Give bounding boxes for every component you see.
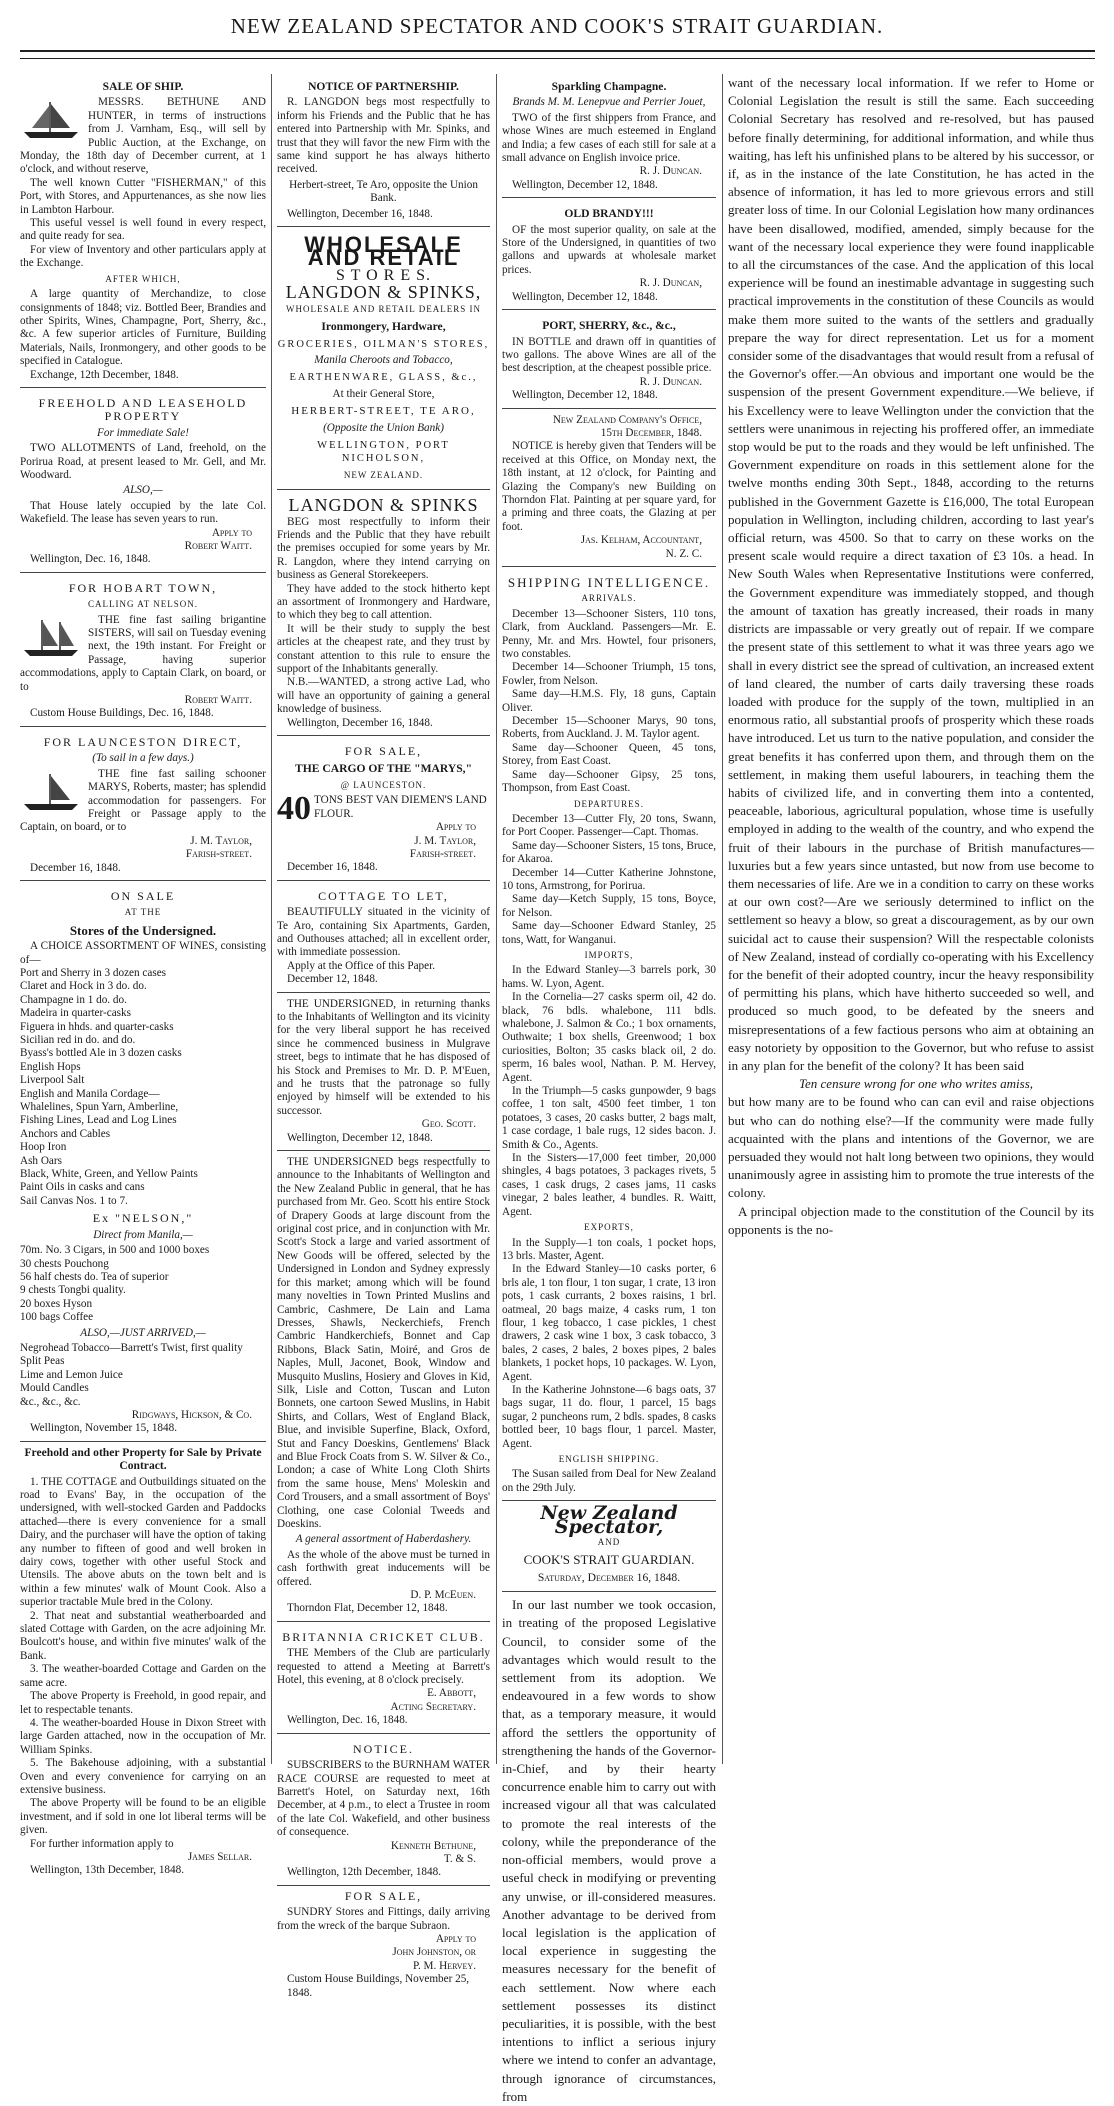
ad-cottage-to-let [277,884,490,993]
ad-mceuen [277,1154,490,1622]
list-item: Fishing Lines, Lead and Log Lines [20,1114,177,1127]
ad-freehold-private-contract [20,1446,266,1878]
list-item: Sail Canvas Nos. 1 to 7. [20,1194,128,1207]
ad-body: N.B.—WANTED, a strong active Lad, who will have an opportunity of gaining a general knowledge of business. [277,676,490,716]
ad-body: THE Members of the Club are particularly requested to attend a Meeting at Barrett's Hotel, this evening, at 8 o'clock precisely. [277,1647,490,1687]
list-item: Hoop Iron [20,1141,67,1154]
shipping-entry: In the Triumph—5 casks gunpowder, 9 bags coffee, 1 ton salt, 4500 feet timber, 1 ton potatoes, 3 cases, 20 casks butter, 2 bags malt, 1 case cordage, 1 bale rugs, 12 sides bacon. J. Smith & Co., Agents. [502,1085,716,1151]
ad-date: Wellington, 12th December, 1848. [287,1866,441,1879]
ad-line: Manila Cheroots and Tobacco, [314,353,453,366]
shipping-entry: Same day—Schooner Edward Stanley, 25 tons, Watt, for Wanganui. [502,920,716,946]
section-subheading: IMPORTS, [584,949,634,960]
ad-freehold-leasehold [20,391,266,573]
column-divider [496,74,497,1764]
list-item: English Hops [20,1060,81,1073]
ad-body: For view of Inventory and other particulars apply at the Exchange. [20,243,266,270]
ad-sale-of-ship [20,74,266,388]
list-item: 56 half chests do. Tea of superior [20,1270,169,1283]
ad-subheading: THE CARGO OF THE "MARYS," [294,762,473,776]
ad-signature: J. M. Taylor, [190,834,252,847]
ad-body: NOTICE is hereby given that Tenders will be received at this Office, on Monday next, the 18th instant, at 12 o'clock, for Painting and Glazing the Company's new Building on Thorndon Flat. Painting at per square yard, for a priming and three coats, the Glazing at per foot. [502,440,716,533]
ad-line: At their General Store, [332,387,435,400]
ad-body: They have added to the stock hitherto kept an assortment of Ironmongery and Hardware, to which they beg to call attention. [277,582,490,622]
shipping-entry: December 13—Cutter Fly, 20 tons, Swann, for Port Cooper. Passenger—Capt. Thomas. [502,812,716,839]
ad-langdon-spinks [277,493,490,736]
ad-date: Wellington, December 12, 1848. [287,1131,433,1144]
ad-date: Wellington, Dec. 16, 1848. [287,1714,408,1727]
ad-signature: J. M. Taylor, [414,834,476,847]
ad-heading: BRITANNIA CRICKET CLUB. [282,1629,485,1644]
ad-date: December 16, 1848. [30,861,121,874]
shipping-entry: Same day—Ketch Supply, 15 tons, Boyce, for Nelson. [502,893,716,919]
ad-signature: R. J. Duncan, [639,277,702,290]
ad-date: 15th December, 1848. [600,426,702,439]
shipping-entry: Same day—H.M.S. Fly, 18 guns, Captain Oliver. [502,688,716,714]
ad-body: THE UNDERSIGNED, in returning thanks to the Inhabitants of Wellington and its vicinity for the very liberal support he has received since he commenced business in Mulgrave street, begs to intimate that he has disposed of his Stock and Premises to Mr. D. P. M'Euen, and he trusts that the patronage so fully enjoyed by himself will be extended to his successor. [277,997,490,1117]
shipping-entry: Same day—Schooner Sisters, 15 tons, Bruce, for Akaroa. [502,839,716,866]
shipping-entry: In the Cornelia—27 casks sperm oil, 42 do. black, 76 bdls. whalebone, 111 bdls. whalebone, J. Salmon & Co.; 1 box ornaments, Outhwaite; 1 box shells, Greenwood; 1 box curiosities, Bolton; 35 casks black oil, 2 do. sperm, 16 bales wool, Nathan. P. M. Hervey, Agent. [502,991,716,1084]
ad-body: 3. The weather-boarded Cottage and Garden on the same acre. [20,1663,266,1689]
list-item: Anchors and Cables [20,1127,111,1140]
item-list [20,1244,266,1324]
ad-line: HERBERT-STREET, TE ARO, [291,405,476,418]
ad-body: 4. The weather-boarded House in Dixon Street with large Garden attached, now in the occupation of Mr. William Spinks. [20,1716,266,1756]
ad-body: The well known Cutter "FISHERMAN," of this Port, with Stores, and Appurtenances, as she now lies in Lambton Harbour. [20,176,266,216]
shipping-entry: In the Katherine Johnstone—6 bags oats, 37 bags sugar, 11 do. flour, 1 parcel, 15 bags sugar, 2 puncheons rum, 2 bdls. spades, 8 casks bottled beer, 10 bags flour, 1 parcel. Master, Agent. [502,1383,716,1450]
ad-signature: Farish-street. [409,847,476,860]
list-item: Paint Oils in casks and cans [20,1181,145,1194]
ad-line: WHOLESALE AND RETAIL DEALERS IN [286,303,481,314]
shipping-entry: In the Supply—1 ton coals, 1 pocket hops, 13 brls. Master, Agent. [502,1236,716,1262]
ad-signature: Geo. Scott. [421,1118,476,1131]
ad-body: A general assortment of Haberdashery. [295,1533,472,1546]
list-item: Port and Sherry in 3 dozen cases [20,966,167,979]
ad-heading: PORT, SHERRY, &c., &c., [542,319,676,333]
ad-body: TONS BEST VAN DIEMEN'S LAND FLOUR. [314,794,487,820]
ad-date: Thorndon Flat, December 12, 1848. [287,1602,448,1615]
ad-date: Exchange, 12th December, 1848. [30,368,179,381]
ad-date: Wellington, December 12, 1848. [512,290,658,303]
item-list [20,967,266,1208]
top-rule-thick [20,50,1095,52]
ad-date: Custom House Buildings, November 25, 1848. [287,1973,470,1999]
shipping-entry: In the Sisters—17,000 feet timber, 20,000 shingles, 4 bags potatoes, 3 packages rivets, 5 cases, 1 cask drugs, 2 cases jams, 11 casks vinegar, 2 bales leather, 4 bundles. R. Waitt, Agent. [502,1152,716,1218]
editorial-text: want of the necessary local information. If we refer to Home or Colonial Legislation the result is still the same. Each succeeding Colonial Secretary has resolved and re-resolved, but has paused before finally determining, for additional information, and while thus waiting, has left his unfinished plans to be altered by his successor, or if, as in the instance of the late Constitution, he has acted in the absence of information, it has led to more grievous errors and still greater loss of time. In our Colonial Legislation how many ordinances have been disallowed, modified, amended, simply because for the want of the necessary local experience they were found inapplicable to all the circumstances of the case. And the application of this local experience will be found an inestimable advantage in suggesting such practical improvements in the constitution of these Councils as would make them more suited to the wants of the settlers and gradually prepare the way for direct representation. Let us for a moment consider some of the disadvantages that would result from a refusal of the Governor's offer.—An obvious and important one would be the suspension of the present Government expenditure.—We believe, if his Excellency were to leave Wellington under the conviction that the settlers were unanimous in rejecting his proffered offer, an immediate stop would be put to the roads and they would be left unfinished. The Government expenditure on roads in this settlement alone for the twelve months ending 30th Sept., 1848, according to the returns published in the Government Gazette is £16,000, The total European population in Wellington, including children, according to last year's official return, was 4500. So that to carry on these works on the present scale would require a direct taxation of £3 10s. a head. In New South Wales when Representative Institutions were conferred, the Government expenditure was immediately stopped, and though the amount of taxation has greatly increased, their roads in many districts are impassable or very greatly out of repair. If we compare the present state of this settlement to what it was three years ago we shall in every district see the spread of cultivation, an increased extent of land cleared, the number of carts daily traversing these roads loaded with produce for the supply of the town, multiplied in an enormous ratio, all substantial proofs of prosperity which these roads have introduced. Let us turn to the native population, and consider the great benefits it has conferred upon them, and through them on the settlement, in making them useful labourers, in teaching them the habits of civilized life, and in converting them into a contented, peaceable, laborious, agricultural population, whose time is usefully employed in adding to the wealth of the country, and who expend the fruit of their labours in the purchase of British manufactures—luxuries but a few years since untasted, but now from use become to them necessaries of life. Are we in a condition to carry on these works at our own cost?—Are we seriously determined to inflict on the settlement so heavy a blow, so great a discouragement, as by our own suicidal act to cause their suspension? Will the respectable colonists of New Zealand, instead of cordially co-operating with his Excellency for the benefit of their adopted country, incur the heavy responsibility of permitting his plans, which have hitherto succeeded so well, and produced so much good, to be defeated by the sneers and misrepresentations of a few factious persons who aim at obtaining an easy notoriety by opposition to the Governor, but who refuse to assist in any plan for the benefit of the colony? It has been said [728,75,1094,1073]
list-item: Claret and Hock in 3 do. do. [20,980,147,993]
list-item: Ash Oars [20,1154,62,1167]
ad-signature: E. Abbott, [427,1687,476,1700]
ad-signature: R. J. Duncan. [639,165,702,178]
ad-launceston [20,730,266,881]
ad-subheading: For immediate Sale! [97,426,189,439]
ad-signature: D. P. McEuen. [410,1589,476,1602]
ad-date: Wellington, December 12, 1848. [512,178,658,191]
column-3 [502,74,716,2104]
masthead: NEW ZEALAND SPECTATOR AND COOK'S STRAIT GUARDIAN. [230,14,884,38]
list-item: 9 chests Tongbi quality. [20,1284,126,1297]
ad-champagne [502,74,716,198]
column-2 [277,74,490,1999]
item-list [20,1342,266,1409]
shipping-entry: Same day—Schooner Gipsy, 25 tons, Thompson, from East Coast. [502,768,716,795]
ad-signature: P. M. Hervey. [412,1959,476,1972]
paper-date: Saturday, December 16, 1848. [537,1570,681,1584]
ship-icon [20,770,82,814]
ad-line: GROCERIES, OILMAN'S STORES, [277,338,490,350]
ad-apply: Apply to [211,526,252,539]
editorial-part-1 [502,1596,716,2106]
shipping-intelligence [502,570,716,1501]
paper-and: AND [597,1537,621,1548]
list-item: Whalelines, Spun Yarn, Amberline, [20,1101,179,1114]
ad-signature: Robert Waitt. [184,694,252,707]
section-subheading: EXPORTS, [584,1222,634,1233]
ad-on-sale [20,884,266,1442]
paper-subtitle: COOK'S STRAIT GUARDIAN. [523,1552,695,1568]
ad-date: December 16, 1848. [287,861,378,874]
ad-nz-company [502,412,716,567]
shipping-entry: In the Edward Stanley—3 barrels pork, 30 hams. W. Lyon, Agent. [502,964,716,990]
ad-old-brandy [502,201,716,310]
list-item: Byass's bottled Ale in 3 dozen casks [20,1047,182,1060]
list-item: Lime and Lemon Juice [20,1368,123,1381]
ad-heading: SALE OF SHIP. [102,80,184,93]
ad-body: 1. THE COTTAGE and Outbuildings situated on the road to Evans' Bay, in the occupation of the undersigned, with well-stocked Garden and Paddocks attached—there is every convenience for a small Dairy, and the purchaser will have the option of taking any number to fifteen of good and well broken in dairy cows, together with other useful Stock and Utensils. The above abuts on the town belt and is within a few minutes' walk of Mount Cook. Also a superior tractable Mule bred in the Colony. [20,1475,266,1609]
ad-body: R. LANGDON begs most respectfully to inform his Friends and the Public that he has entered into Partnership with Mr. Spinks, and trust that they will favor the new Firm with the same kind support he has always hitherto received. [277,96,490,176]
ad-subheading: ALSO,—JUST ARRIVED,— [80,1326,206,1339]
ad-date: Wellington, November 15, 1848. [30,1422,177,1435]
ad-body: For further information apply to [30,1837,174,1850]
ad-line: WELLINGTON, PORT NICHOLSON, [317,439,450,465]
ad-heading: FOR SALE, [344,1888,423,1903]
list-item: Sicilian red in do. and do. [20,1034,136,1046]
column-4 [728,74,1094,1764]
editorial-text: In our last number we took occasion, in treating of the proposed Legislative Council, to consider some of the advantages which would result to the settlement from its adoption. We endeavoured in a few words to show that, as a temporary measure, it would afford the settlers the opportunity of strengthening the hands of the Governor-in-Chief, and by their hearty concurrence enable him to carry out with increased vigour all that was calculated to promote the real interests of the colony, while the preponderance of the non-official members, would prove a useful check in modifying or preventing any unwise, or ill-considered measures. Another advantage to be derived from local legislation is the application of local experience in suggesting the measures necessary for the benefit of each settlement. Now where each settlement possesses its distinct peculiarities, it is possible, with the best intentions to inflict a serious injury where we intend to confer an advantage, through ignorance of circumstances, from [502,1597,716,2104]
imports-list [502,964,716,1219]
column-divider [722,74,723,1764]
ad-date: Wellington, December 16, 1848. [287,207,433,220]
ad-subheading: ALSO,— [123,484,163,497]
ad-partnership [277,74,490,227]
ad-signature: Robert Waitt. [184,540,252,552]
ship-icon [20,616,82,660]
ad-heading: NOTICE OF PARTNERSHIP. [308,80,459,93]
ad-hobart-town [20,576,266,727]
ad-signature: James Sellar. [187,1850,252,1863]
top-rule-thin [20,58,1095,59]
ad-body: A CHOICE ASSORTMENT OF WINES, consisting of— [20,940,266,966]
ad-body: THE fine fast sailing schooner MARYS, Roberts, master; has splendid accommodation for passengers. For Freight or Passage apply to the Captain, on board, or to [20,767,266,834]
shipping-entry: Same day—Schooner Queen, 45 tons, Storey, from East Coast. [502,741,716,768]
list-item: 70m. No. 3 Cigars, in 500 and 1000 boxes [20,1244,210,1257]
ad-body: A large quantity of Merchandize, to close consignments of 1848; viz. Bottled Beer, Brandies and other Spirits, Wines, Champagne, Port, Sherry, &c., &c. A few superior articles of Furniture, Building Materials, Nails, Ironmongery, and other goods to be specified in Catalogue. [20,288,266,368]
list-item: 30 chests Pouchong [20,1257,109,1270]
ad-body: SUNDRY Stores and Fittings, daily arriving from the wreck of the barque Subraon. [277,1906,490,1932]
arrivals-list [502,608,716,796]
shipping-entry: December 15—Schooner Marys, 90 tons, Roberts, from Auckland. J. M. Taylor agent. [502,715,716,741]
shipping-entry: December 13—Schooner Sisters, 110 tons, Clark, from Auckland. Passengers—Mr. E. Penny, Mr. and Mrs. Howtel, four prisoners, two constables. [502,607,716,661]
ad-apply: Apply to [435,1932,476,1945]
ad-body: 2. That neat and substantial weatherboarded and slated Cottage with Garden, on the acre adjoining Mr. Boulcott's house, and within five minutes' walk of the Bank. [20,1609,266,1662]
editorial-verse: Ten censure wrong for one who writes amiss, [798,1076,1033,1092]
ad-body: The above Property is Freehold, in good repair, and let to respectable tenants. [20,1690,266,1716]
list-item: English and Manila Cordage— [20,1087,160,1100]
ad-body: TWO ALLOTMENTS of Land, freehold, on the Porirua Road, at present leased to Mr. Gell, and Mr. Woodward. [20,442,266,481]
ad-subheading: Stores of the Undersigned. [69,922,217,938]
ad-body: This useful vessel is well found in every respect, and quite ready for sea. [20,217,266,243]
list-item: Negrohead Tobacco—Barrett's Twist, first quality [20,1341,243,1354]
ad-heading: FOR SALE, [344,744,423,759]
ad-body: BEAUTIFULLY situated in the vicinity of Te Aro, containing Six Apartments, Garden, and Outhouses attached; all in excellent order, with immediate possession. [277,906,490,959]
ad-body: The above Property will be found to be an eligible investment, and if sold in one lot liberal terms will be given. [20,1797,266,1837]
ad-body: MESSRS. BETHUNE AND HUNTER, in terms of instructions from J. Varnham, Esq., will sell by Public Auction, at the Exchange, on Monday, the 18th day of December current, at 1 o'clock, and without reserve, [20,96,266,176]
editorial-text: A principal objection made to the constitution of the Council by its opponents is the no- [728,1203,1094,1237]
ad-heading: COTTAGE TO LET, [318,888,449,903]
list-item: &c., &c., &c. [20,1395,81,1408]
paper-title: New Zealand Spectator, [540,1502,678,1538]
ad-wholesale-retail [277,230,490,490]
ad-body: OF the most superior quality, on sale at the Store of the Undersigned, in quantities of two gallons and upwards at wholesale market prices. [502,223,716,276]
ad-subheading: Brands M. M. Lenepvue and Perrier Jouet, [512,96,706,109]
ad-date: Wellington, 13th December, 1848. [30,1864,184,1877]
ad-subheading: S T O R E S. [336,266,431,284]
ad-body: THE UNDERSIGNED begs respectfully to announce to the Inhabitants of Wellington and the New Zealand Public in general, that he has purchased from Mr. Geo. Scott his entire Stock of Drapery Goods at large discount from the original cost price, and in conjunction with Mr. Scott's Stock a large and varied assortment of New Goods will be offered, selected by the Undersigned in London and Sydney expressly for this market; among which will be found many novelties in Town Printed Muslins and Cambric, Cashmere, De Lain and Lama Dresses, Shawls, Neckerchiefs, French Cambric Handkerchiefs, Bonnet and Cap Ribbons, Black Satin, Moiré, and Gros de Naples, Mull, Jaconet, Book, Window and Musquito Muslins, Hosiery and Gloves in Kid, Silk, Lisle and Cotton, Tuscan and Luton Bonnets, one cartoon Sewed Muslins, in Habit Shirts, and Collars, West of England Black, Blue, and invisible Superfine, Black, Oxford, Stut and Fancy Doeskins, Gentlemens' Black and Blue Frock Coats from S. W. Silver & Co., London; a case of White Long Cloth Shirts from the same house, Mens' Moleskin and Cord Trousers, and a small assortment of Boys' Clothing, one case Colonial Tweeds and Doeskins. [277,1156,490,1530]
ad-for-sale-wreck [277,1890,490,2000]
ad-body: 5. The Bakehouse adjoining, with a substantial Oven and every convenience for carrying on an extensive business. [20,1757,266,1796]
firm-name: LANGDON & SPINKS, [285,282,482,303]
list-item: 100 bags Coffee [20,1311,94,1324]
ad-subheading: CALLING AT NELSON. [87,599,199,610]
ad-cargo-marys [277,739,490,881]
ad-date: December 12, 1848. [287,973,378,986]
ad-body: It will be their study to supply the best articles at the cheapest rate, and they trust by constant attention to this rule to ensure the support of the Inhabitants generally. [277,622,490,676]
ad-subheading: Direct from Manila,— [93,1228,193,1241]
ad-heading: WHOLESALE AND RETAIL [304,232,463,271]
ad-subheading: AFTER WHICH, [105,273,181,284]
ad-date: Wellington, Dec. 16, 1848. [30,553,151,566]
editorial-text: but how many are to be found who can can evil and raise objections but who can do nothing else?—If the community were made fully acquainted with the plans and intentions of the Governor, we are persuaded they would not halt long between two opinions, they would unanimously agree in assisting him to promote the true interests of the colony. [728,1094,1094,1201]
ad-signature: Acting Secretary. [390,1700,476,1713]
section-subheading: ENGLISH SHIPPING. [558,1454,660,1464]
ad-signature: R. J. Duncan. [639,375,702,388]
ad-heading: NOTICE. [353,1741,414,1756]
section-heading: SHIPPING INTELLIGENCE. [507,575,711,590]
ad-office: New Zealand Company's Office, [552,413,702,426]
ad-signature: Ridgways, Hickson, & Co. [131,1408,252,1421]
list-item: Champagne in 1 do. do. [20,993,127,1006]
ad-signature: Farish-street. [185,848,252,861]
section-subheading: DEPARTURES. [574,798,644,809]
ad-heading: LANGDON & SPINKS [288,495,479,516]
column-1 [20,74,266,1877]
ad-body: TWO of the first shippers from France, and whose Wines are much esteemed in England and India; a few cases of each still for sale at a small advance on English invoice price. [502,111,716,165]
ad-notice [277,1737,490,1886]
shipping-entry: December 14—Schooner Triumph, 15 tons, Fowler, from Nelson. [502,661,716,687]
ad-line: EARTHENWARE, GLASS, &c., [289,372,478,384]
ad-signature: T. & S. [443,1852,476,1865]
big-number: 40 [277,790,311,828]
exports-list [502,1237,716,1452]
ad-heading: Sparkling Champagne. [551,80,667,93]
ad-heading: FREEHOLD AND LEASEHOLD PROPERTY [38,395,248,424]
ad-heading: OLD BRANDY!!! [564,207,654,221]
departures-list [502,813,716,947]
ad-line: Ironmongery, Hardware, [321,320,446,334]
shipping-entry: December 14—Cutter Katherine Johnstone, 10 tons, Armstrong, for Porirua. [502,866,716,892]
list-item: Figuera in hhds. and quarter-casks [20,1020,174,1033]
ad-apply: Apply to [435,821,476,834]
ad-signature: Kenneth Bethune, [390,1839,476,1852]
ad-body: SUBSCRIBERS to the BURNHAM WATER RACE COURSE are requested to meet at Barrett's Hotel, on Saturday next, 16th December, at 4 p.m., to elect a Trustee in room of the late Col. Wakefield, and other business of consequence. [277,1759,490,1839]
ad-subheading: Ex "NELSON," [92,1211,194,1226]
ship-icon [20,98,82,142]
ad-body: BEG most respectfully to inform their Friends and the Public that they have rebuilt the premises occupied for some years by Mr. R. Langdon, where they intend carrying on business as General Storekeepers. [277,515,490,582]
ad-date: Wellington, December 12, 1848. [512,389,658,402]
ad-subheading: @ LAUNCESTON. [340,779,427,790]
ad-body: IN BOTTLE and drawn off in quantities of two gallons. The above Wines are all of the best description, at the cheapest possible price. [502,335,716,375]
list-item: Black, White, Green, and Yellow Paints [20,1168,198,1181]
ad-signature: Jas. Kelham, Accountant, [580,534,702,547]
shipping-entry: The Susan sailed from Deal for New Zealand on the 29th July. [502,1468,716,1494]
paper-title-block [502,1502,716,1592]
column-divider [271,74,272,1764]
list-item: Split Peas [20,1355,65,1368]
list-item: Mould Candles [20,1382,89,1395]
ad-signature: N. Z. C. [665,547,702,560]
section-subheading: ARRIVALS. [581,593,637,604]
shipping-entry: In the Edward Stanley—10 casks porter, 6 brls ale, 1 ton flour, 1 ton sugar, 1 crate, 13 iron pots, 1 cask currants, 2 boxes raisins, 1 brl. oatmeal, 20 bags maize, 4 casks rum, 1 ton flour, 1 keg tobacco, 1 case pickles, 1 chest drawers, 2 cask wine 1 box, 3 cask tobacco, 3 bales, 2 cases, 2 bales, 2 boxes pipes, 2 bales blankets, 1 pocket hops, 10 packages. W. Lyon, Agent. [502,1263,716,1383]
ad-body: THE fine fast sailing brigantine SISTERS, will sail on Tuesday evening next, the 19th instant. For Freight or Passage, having superior accommodations, apply to Captain Clark, on board, or to [20,613,266,693]
ad-date: Custom House Buildings, Dec. 16, 1848. [30,707,214,720]
list-item: 20 boxes Hyson [20,1297,93,1310]
ad-date: Wellington, December 16, 1848. [287,716,433,729]
ad-body: Apply at the Office of this Paper. [287,959,435,972]
ad-body: As the whole of the above must be turned in cash forthwith great inducements will be offered. [277,1548,490,1588]
ad-port-sherry [502,313,716,408]
ad-subheading: AT THE [124,907,162,918]
ad-heading: ON SALE [110,888,176,903]
ad-line: NEW ZEALAND. [343,469,424,480]
ad-cricket-club [277,1625,490,1734]
ad-heading: FOR HOBART TOWN, [68,580,218,595]
ad-geo-scott [277,996,490,1151]
ad-heading: Freehold and other Property for Sale by Private Contract. [24,1445,262,1473]
ad-heading: FOR LAUNCESTON DIRECT, [43,734,243,749]
list-item: Madeira in quarter-casks [20,1007,131,1020]
ad-address: Herbert-street, Te Aro, opposite the Union Bank. [289,178,478,205]
ad-signature: John Johnston, or [392,1946,476,1959]
list-item: Liverpool Salt [20,1074,85,1087]
ad-subheading: (To sail in a few days.) [92,752,194,765]
ad-line: (Opposite the Union Bank) [323,421,444,434]
ad-body: That House lately occupied by the late Col. Wakefield. The lease has seven years to run. [20,499,266,526]
